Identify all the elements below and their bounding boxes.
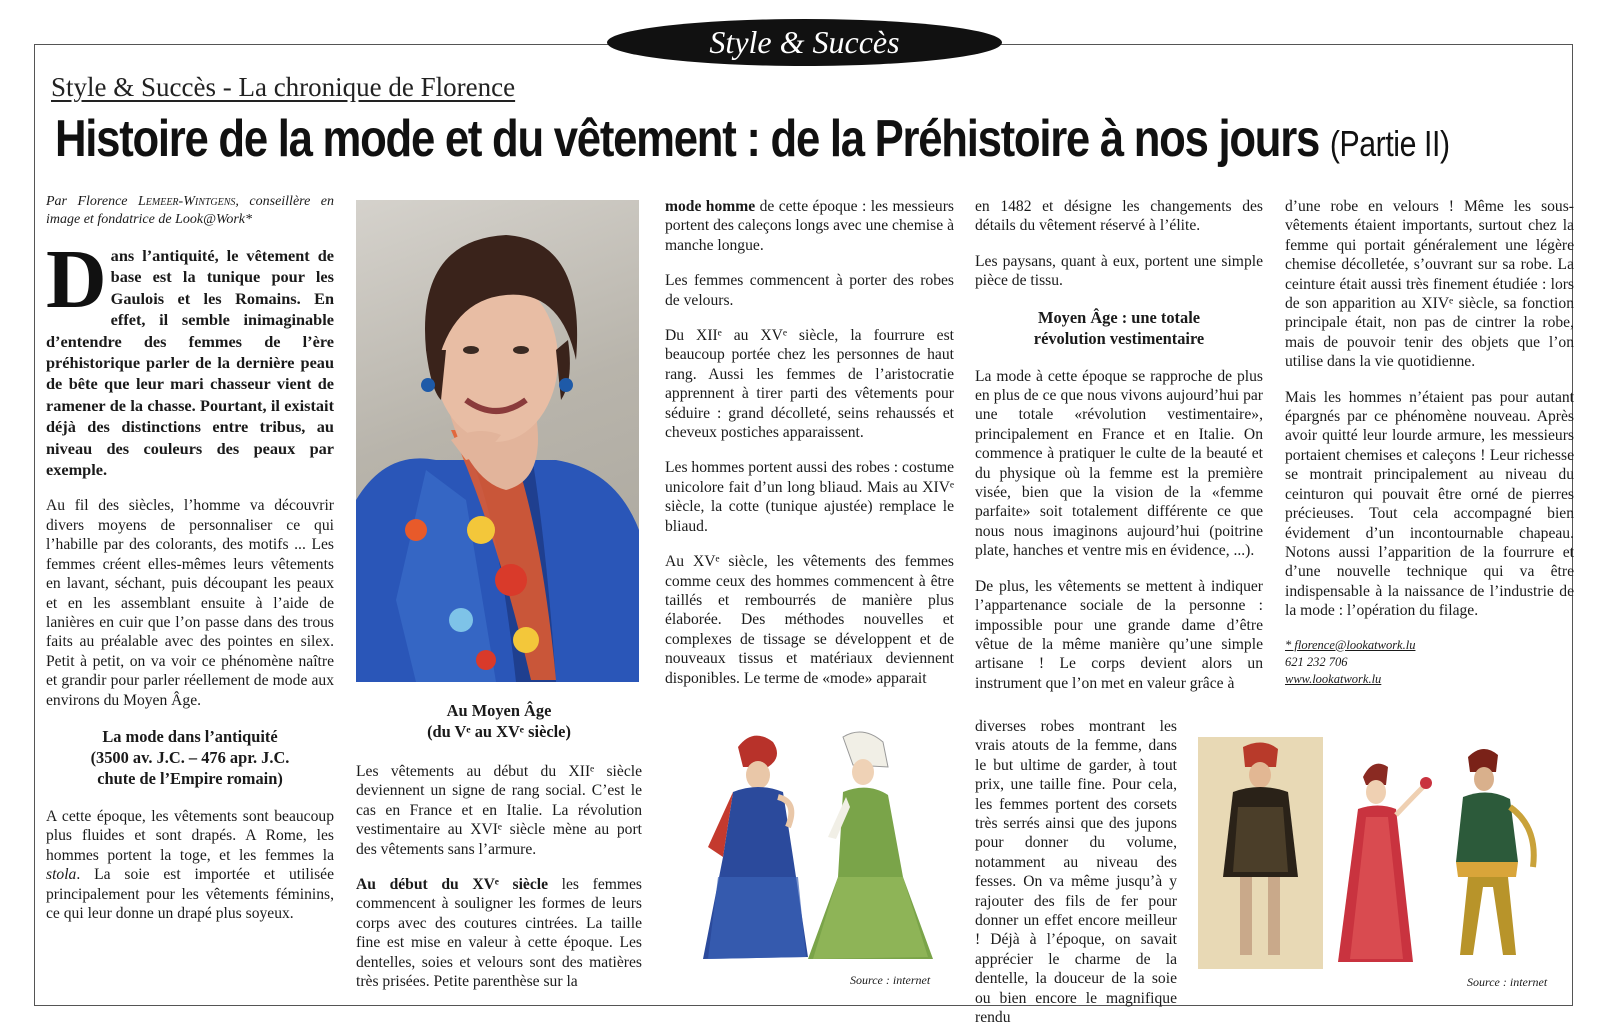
- paragraph: Au fil des siècles, l’homme va découvrir divers moyens de personnaliser ce qui l’habille par des colorants, des motifs ... Les femmes créent elles-mêmes leurs vêtements en lavant, séchant, puis découpant les peaux et en les assemblant ensuite à l’aide de lanières en cuir que l’on passe dans des trous faits au préalable avec des pointes en silex. Petit à petit, on va voir ce phénomène naître et grandir pour parler réellement de mode aux environs du Moyen Âge.: [46, 497, 334, 709]
- paragraph-narrow: diverses robes montrant les vrais atouts de la femme, dans le but ultime de garder, à tout prix, une taille fine. Pour cela, les femmes portent des corsets très serrés ainsi que des jupons pour donner du volume, notamment au niveau des fesses. On va même jusqu’à y rajouter des fils de fer pour donner un effet encore meilleur ! Déjà à l’époque, on savait apprécier le charme de la dentelle, la douceur de la soie ou bien encore le magnifique rendu: [975, 718, 1177, 1027]
- lead-text: ans l’antiquité, le vêtement de base est la tunique pour les Gaulois et les Romains. En effet, il semble inimaginable d’entendre des femmes de l’ère préhistorique parler de la dernière peau de bête que leur mari chasseur vient de ramener de la chasse. Pourtant, il existait déjà des distinctions entre tribus, au niveau des couleurs des peaux par exemple.: [46, 246, 334, 480]
- column-3: [665, 197, 954, 704]
- paragraph: Les paysans, quant à eux, portent une simple pièce de tissu.: [975, 252, 1263, 290]
- lead-paragraph: [46, 233, 334, 480]
- subhead-line: (du Vᵉ au XVᵉ siècle): [427, 722, 571, 741]
- paragraph: [46, 807, 334, 923]
- subhead-antiquite: [46, 726, 334, 789]
- subhead-line: chute de l’Empire romain): [97, 768, 283, 788]
- text-emphasis: stola: [46, 866, 77, 884]
- paragraph: Les vêtements au début du XIIᵉ siècle deviennent un signe de rang social. C’est le cas en France et en Italie. La révolution vestimentaire au XVIᵉ siècle mène au port des vêtements sans l’armure.: [356, 763, 642, 858]
- paragraph: Du XIIᵉ au XVᵉ siècle, la fourrure est beaucoup portée chez les personnes de haut rang. Aussi les femmes de l’aristocratie apprennent à tirer parti des vêtements pour séduire : grand décolleté, seins rehaussés et cheveux postiches apparaissent.: [665, 327, 954, 442]
- section-banner: Style & Succès: [607, 19, 1002, 66]
- paragraph: d’une robe en velours ! Même les sous-vêtements étaient importants, surtout chez la femme qui portait généralement une légère chemise décolletée, s’ouvrant sur sa robe. La ceinture était aussi très finement étudiée : lors de son apparition au XIVᵉ siècle, sa fonction principale était, non pas de cintrer la robe, mais de pouvoir tenir des objets que l’on utilise dans la vie quotidienne.: [1285, 198, 1574, 371]
- subhead-line: La mode dans l’antiquité: [102, 726, 278, 746]
- medieval-couple-drawing: [678, 727, 948, 967]
- paragraph: La mode à cette époque se rapproche de plus en plus de ce que nous vivons aujourd’hui par une totale «révolution vestimentaire», principalement en France et en Italie. On commence à pratiquer le culte de la beauté et du physique où la femme est la première visée, bien que la vision de la «femme parfaite» soit totalement différente ce que nous nous imaginons aujourd’hui (poitrine plate, hanches et ventre mis en évidence, ...).: [975, 367, 1263, 560]
- medieval-figures-illustration: [1198, 737, 1578, 969]
- image-source-2: Source : internet: [1467, 975, 1548, 989]
- column-5: [1285, 197, 1574, 704]
- column-1: [46, 193, 334, 939]
- headline-part: (Partie II): [1329, 123, 1450, 164]
- headline-main: Histoire de la mode et du vêtement : de la Préhistoire à nos jours: [55, 110, 1319, 168]
- subhead-line: Au Moyen Âge: [446, 701, 552, 720]
- byline-suffix: , conseillère en image et fondatrice de Look@Work*: [46, 194, 334, 227]
- text: A cette époque, les vêtements sont beaucoup plus fluides et sont drapés. A Rome, les hommes portent la toge, et les femmes la: [46, 807, 334, 864]
- text-bold: Au début du XVᵉ siècle: [356, 876, 549, 894]
- paragraph: Les hommes portent aussi des robes : costume unicolore fait d’un long bliaud. Mais au XIVᵉ siècle, la cotte (tunique ajustée) remplace le bliaud.: [665, 459, 954, 535]
- paragraph: Au XVᵉ siècle, les vêtements des femmes comme ceux des hommes commencent à être taillés et rembourrés de manière plus élaborée. Des méthodes nouvelles et complexes de tissage se développent et de nouveaux tissus et matériaux deviennent disponibles. Le terme de «mode» apparait: [665, 553, 954, 687]
- subhead-moyen-age: [356, 700, 642, 742]
- subhead-line: (3500 av. J.C. – 476 apr. J.C.: [90, 747, 290, 767]
- contact-email-link[interactable]: * florence@lookatwork.lu: [1285, 637, 1416, 652]
- byline: [46, 193, 334, 229]
- text: les femmes commencent à souligner les formes de leurs corps avec des coutures cintrées. La taille fine est mise en valeur à cette époque. Les dentelles, soies et velours sont des matières très prisées. Petite parenthèse sur la: [356, 876, 642, 991]
- text: . La soie est importée et utilisée principalement pour les vêtements féminins, ce qui leur donne un drapé plus soyeux.: [46, 866, 334, 922]
- medieval-figures-drawing: [1198, 737, 1578, 969]
- subhead-line: révolution vestimentaire: [1033, 328, 1205, 348]
- column-kicker: Style & Succès - La chronique de Florence: [51, 72, 516, 102]
- author-portrait-photo: [356, 200, 639, 682]
- paragraph: en 1482 et désigne les changements des détails du vêtement réservé à l’élite.: [975, 198, 1263, 235]
- headline: [55, 109, 1450, 169]
- portrait-illustration: [356, 200, 639, 682]
- image-source-1: Source : internet: [850, 973, 931, 987]
- contact-phone: 621 232 706: [1285, 654, 1348, 669]
- paragraph: De plus, les vêtements se mettent à indiquer l’appartenance sociale de la personne : impossible pour une grande dame d’être vêtue de la même manière qu’une simple artisane ! Le corps devient alors un instrument que l’on met en valeur grâce à: [975, 577, 1263, 692]
- paragraph: Mais les hommes n’étaient pas pour autant épargnés par ce phénomène nouveau. Après avoir quitté leur lourde armure, les messieurs portaient chemises et caleçons ! Leur richesse se montrait principalement au niveau du ceinturon qui pouvait être orné de pierres précieuses. Tout cela accompagné bien évidement d’un incontournable chapeau. Notons aussi l’apparition de la fourrure et d’une nouvelle technique qui va être indispensable à la naissance de l’industrie de la mode : l’opération du filage.: [1285, 388, 1574, 620]
- byline-author: Lemeer-Wintgens: [137, 194, 236, 209]
- footnote-contact: [1285, 637, 1574, 688]
- contact-website-link[interactable]: www.lookatwork.lu: [1285, 671, 1382, 686]
- text-bold: mode homme: [665, 198, 756, 215]
- byline-prefix: Par Florence: [46, 194, 138, 209]
- column-2: [356, 762, 642, 1007]
- text: de cette époque : les messieurs portent des caleçons longs avec une chemise à manche longue.: [665, 198, 954, 254]
- paragraph: [356, 875, 642, 991]
- dropcap: D: [46, 233, 107, 326]
- medieval-couple-illustration: [678, 727, 948, 967]
- column-4: [975, 197, 1263, 693]
- paragraph: [665, 197, 954, 255]
- subhead-line: Moyen Âge : une totale: [1037, 307, 1201, 327]
- subhead-revolution: [975, 307, 1263, 349]
- paragraph: Les femmes commencent à porter des robes de velours.: [665, 272, 954, 309]
